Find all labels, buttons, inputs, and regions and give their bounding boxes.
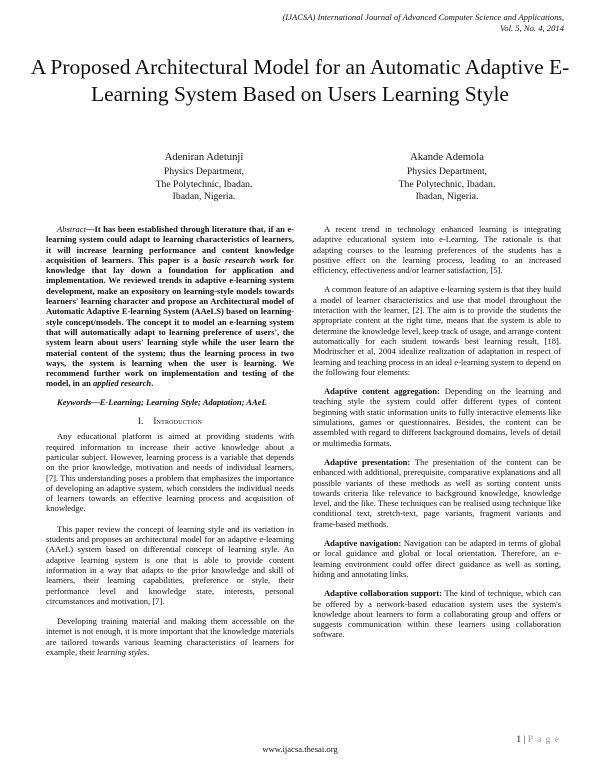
left-column <box>46 224 294 657</box>
author-block-1 <box>104 152 304 204</box>
item-heading: Adaptive collaboration support: <box>324 588 443 599</box>
author-institution: The Polytechnic, Ibadan. <box>398 178 496 190</box>
abstract-dash: — <box>85 224 95 234</box>
item-text: The kind of technique, which can be offered by a network-based education system uses the system's knowledge about learners to form a collaborating group and offers or suggests communication within these learners using collaboration software. <box>313 588 561 640</box>
author-block-2 <box>347 152 547 204</box>
intro-paragraph-3 <box>46 616 294 657</box>
adaptive-content-aggregation <box>313 386 561 448</box>
item-heading: Adaptive presentation: <box>324 456 411 467</box>
item-heading: Adaptive navigation: <box>324 538 402 549</box>
abstract-end: . <box>151 378 154 389</box>
page-word: P a g e <box>527 735 560 745</box>
abstract-emphasis-2: applied research <box>93 378 152 389</box>
right-paragraph-2: A common feature of an adaptive e-learning system is that they build a model of learner characteristics and use that model throughout the interaction with the learner, [2]. The aim is to provide the students the appropriate content at the right time, means that the system is able to determine the knowledge level, keep track of usage, and arrange content automatically for each student towards best learning result, [18]. Modritscher et al, 2004 idealize realization of adaptation in respect of learning and teaching process in an ideal e-learning system to depend on the following four elements: <box>313 284 562 377</box>
author-department: Physics Department, <box>406 166 488 178</box>
running-header <box>144 12 564 34</box>
author-name: Akande Ademola <box>410 152 484 163</box>
adaptive-collaboration-support <box>313 588 561 639</box>
right-paragraph-1: A recent trend in technology enhanced learning is integrating adaptive educational system into e-Learning. The rationale is that adapting courses to the learning preferences of the students has a positive effect on the learning process, leading to an increased efficiency, effectiveness and/or learner satisfaction, [5]. <box>313 224 561 276</box>
author-location: Ibadan, Nigeria. <box>415 191 479 203</box>
item-text: Depending on the learning and teaching style the system could offer different types of content beginning with static information units to fully interactive elements like simulations, games or questionnaires. Besides, the content can be assembled with regard to different background domains, levels of detail or multimedia formats. <box>313 386 561 448</box>
intro-paragraph-2: This paper review the concept of learning style and its variation in students and proposes an architectural model for an adaptive e-learning (AAeL) system based on differential concept of learning style. An adaptive learning system is one that is able to provide content information in a way that adapts to the prior knowledge and skill of learners, their learning capabilities, preference or style, their performance level and knowledge state, interests, personal circumstances and motivation, [7]. <box>46 523 294 606</box>
paragraph-emphasis: learning styles <box>97 646 148 657</box>
page-number-value: 1 <box>516 735 522 745</box>
paragraph-text: Developing training material and making them accessible on the internet is not enough, it is more important that the knowledge materials are tailored towards various learning characteristics of learners for example, their <box>46 616 294 657</box>
abstract-text-1: It has been established through literature that, if an e-learning system could adapt to learning characteristics of learners, it will increase learning performance and content knowledge acquisition of learners. This paper is a <box>46 224 294 265</box>
paragraph-end: . <box>147 646 150 657</box>
intro-paragraph-1: Any educational platform is aimed at providing students with required information to increase their active knowledge about a particular subject. However, learning process is a variable that depends on the prior knowledge, motivation and needs of individual learners, [7]. This understanding poses a problem that emphasizes the importance of developing an adaptive system, which considers the individual needs of learners towards an effective learning process and acquisition of knowledge. <box>46 431 294 514</box>
adaptive-navigation <box>313 538 561 579</box>
section-heading <box>46 416 294 426</box>
journal-name: (IJACSA) International Journal of Advanced Computer Science and Applications, <box>282 12 564 22</box>
abstract-label: Abstract <box>57 224 86 234</box>
author-institution: The Polytechnic, Ibadan. <box>155 178 253 190</box>
item-text: Navigation can be adapted in terms of global or local guidance and global or local orientation. Therefore, an e-learning environment could offer direct guidance as well as sorting, hiding and annotating links. <box>313 538 561 579</box>
abstract-text-2: work for knowledge that lay down a foundation for application and implementation. We reviewed trends in adaptive e-learning system development, make an expository on learning-style models towards learners' learning character and propose an Architectural model of Automatic Adaptive E-learning System (AAeLS) based on learning-style concept/models. The concept it to model an e-learning system that will automatically adapt to learning preference of users', the system learn about users' learning style while the user learn the material content of the system; thus the learning process in two ways, the system is learning when the user is learning. We recommend further work on implementation and testing of the model, in an <box>46 254 294 389</box>
keywords: Keywords—E-Learning; Learning Style; Adaptation; AAeL <box>57 396 267 407</box>
author-name: Adeniran Adetunji <box>164 152 244 163</box>
item-text: The presentation of the content can be enhanced with additional, prerequisite, comparative explanations and all possible variants of these methods as well as sorting content units towards criteria like relevance to background knowledge, knowledge level, and the like. These techniques can be realised using technique like conditional text, stretch-text, page variants, fragment variants and frame-based methods. <box>313 456 561 529</box>
section-number: I. <box>137 416 144 427</box>
page-separator: | <box>521 735 528 745</box>
abstract <box>46 224 294 389</box>
author-location: Ibadan, Nigeria. <box>172 191 236 203</box>
adaptive-presentation <box>313 457 561 529</box>
right-column <box>313 224 561 640</box>
abstract-emphasis-1: basic research <box>202 254 256 265</box>
item-heading: Adaptive content aggregation: <box>324 386 440 397</box>
journal-volume: Vol. 5, No. 4, 2014 <box>500 23 564 33</box>
author-department: Physics Department, <box>163 166 245 178</box>
section-title: Introduction <box>153 416 203 427</box>
paper-title: A Proposed Architectural Model for an Automatic Adaptive E-Learning System Based on Users Learning Style <box>30 55 570 106</box>
footer-url: www.ijacsa.thesai.org <box>262 744 338 754</box>
